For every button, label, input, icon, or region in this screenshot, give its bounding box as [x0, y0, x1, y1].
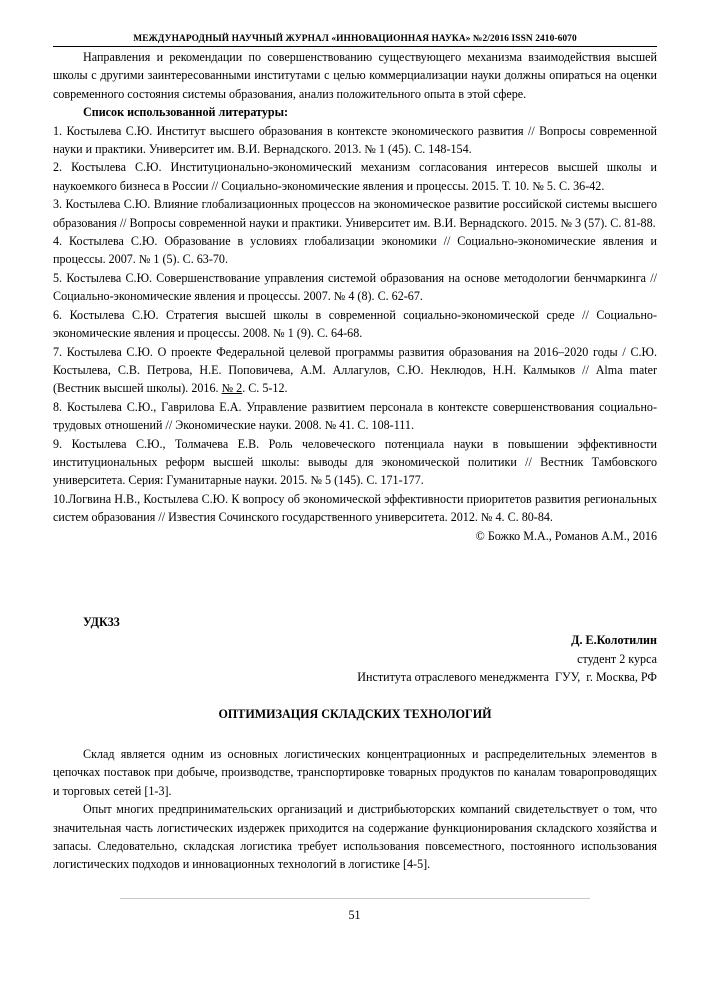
page-content	[53, 34, 657, 874]
reference-number: 10.	[53, 491, 69, 506]
reference-text: Логвина Н.В., Костылева С.Ю. К вопросу об экономической эффективности приоритетов развития региональных систем образования // Известия Сочинского государственного университета. 2012. № 4. С. 80-84.	[53, 491, 657, 525]
reference-issue-underlined: № 2	[221, 381, 243, 396]
udk-code: УДК33	[83, 614, 120, 629]
reference-number: 7.	[53, 344, 63, 359]
reference-text: Костылева С.Ю., Толмачева Е.В. Роль человеческого потенциала науки в повышении эффективности институциональных реформ высшей школы: выводы для экономической политики // Вестник Тамбовского университета. Серия: Гуманитарные науки. 2015. № 5 (145). С. 171-177.	[53, 436, 657, 488]
reference-item	[53, 435, 657, 490]
body-paragraph: Склад является одним из основных логистических концентрационных и распределительных элементов в цепочках поставок при добыче, производстве, транспортировке товарных продуктов по каналам товаропроводящих и торговых сетей [1-3].	[53, 747, 657, 798]
reference-item	[53, 398, 657, 435]
reference-text: Костылева С.Ю. Образование в условиях глобализации экономики // Социально-экономические явления и процессы. 2007. № 1 (5). С. 63-70.	[53, 234, 657, 267]
body-paragraph: Опыт многих предпринимательских организаций и дистрибьюторских компаний свидетельствует о том, что значительная часть логистических издержек приходится на содержание функционирования складского хозяйства и запасы. Следовательно, складская логистика требует использования повсеместного, постоянного использования логистических подходов и инновационных технологий в логистике [4-5].	[53, 802, 657, 872]
reference-item	[53, 195, 657, 232]
reference-text: Костылева С.Ю. О проекте Федеральной целевой программы развития образования на 2016–2020 годы / С.Ю. Костылева, С.В. Петрова, Н.Е. Поповичева, А.М. Аллагулов, С.Ю. Неклюдов, Н.Н. Калмыков // Alma mater (Вестник высшей школы). 2016.	[53, 344, 658, 396]
reference-item	[53, 490, 657, 527]
footer-divider	[120, 898, 590, 899]
reference-number: 8.	[53, 399, 63, 414]
reference-text: Костылева С.Ю. Институт высшего образования в контексте экономического развития // Вопросы современной науки и практики. Университет им. В.И. Вернадского. 2013. № 1 (45). С. 148-154.	[53, 123, 657, 157]
references-list	[53, 122, 657, 527]
reference-item	[53, 343, 657, 398]
copyright-line: © Божко М.А., Романов А.М., 2016	[475, 528, 657, 543]
page-number: 51	[348, 908, 361, 922]
reference-text: Костылева С.Ю. Стратегия высшей школы в современной социально-экономической среде // Социально-экономические явления и процессы. 2008. № 1 (9). С. 64-68.	[53, 307, 657, 341]
reference-number: 1.	[53, 123, 63, 138]
reference-number: 2.	[53, 160, 63, 175]
author-position: студент 2 курса	[577, 651, 657, 666]
reference-item	[53, 158, 657, 195]
reference-item	[53, 122, 657, 159]
reference-item	[53, 269, 657, 306]
reference-number: 6.	[53, 307, 63, 322]
author-name: Д. Е.Колотилин	[571, 633, 657, 648]
author-affiliation: Института отраслевого менеджмента ГУУ, г. Москва, РФ	[357, 670, 657, 685]
reference-item	[53, 306, 657, 343]
reference-number: 5.	[53, 270, 63, 285]
reference-text-tail: . С. 5-12.	[242, 381, 288, 396]
reference-item	[53, 232, 657, 269]
reference-text: Костылева С.Ю. Совершенствование управления системой образования на основе методологии бенчмаркинга // Социально-экономические явления и процессы. 2007. № 4 (8). С. 62-67.	[53, 270, 657, 304]
reference-number: 9.	[53, 436, 63, 451]
article-title: ОПТИМИЗАЦИЯ СКЛАДСКИХ ТЕХНОЛОГИЙ	[218, 706, 492, 721]
reference-text: Костылева С.Ю., Гаврилова Е.А. Управление развитием персонала в контексте совершенствования социально-трудовых отношений // Экономические науки. 2008. № 41. С. 108-111.	[53, 399, 657, 433]
intro-paragraph: Направления и рекомендации по совершенствованию существующего механизма взаимодействия высшей школы с другими заинтересованными институтами с целью коммерциализации науки должны опираться на оценки современного состояния системы образования, анализ положительного опыта в этой сфере.	[53, 50, 657, 101]
reference-number: 3.	[53, 197, 63, 212]
references-title: Список использованной литературы:	[83, 105, 289, 120]
journal-header: МЕЖДУНАРОДНЫЙ НАУЧНЫЙ ЖУРНАЛ «ИННОВАЦИОННАЯ НАУКА» №2/2016 ISSN 2410-6070	[53, 34, 657, 47]
reference-text: Костылева С.Ю. Влияние глобализационных процессов на экономическое развитие российской системы высшего образования // Вопросы современной науки и практики. Университет им. В.И. Вернадского. 2015. № 3 (57). С. 81-88.	[53, 197, 657, 230]
reference-text: Костылева С.Ю. Институционально-экономический механизм согласования интересов высшей школы и наукоемкого бизнеса в России // Социально-экономические явления и процессы. 2015. Т. 10. № 5. С. 36-42.	[53, 160, 657, 193]
reference-number: 4.	[53, 234, 63, 249]
